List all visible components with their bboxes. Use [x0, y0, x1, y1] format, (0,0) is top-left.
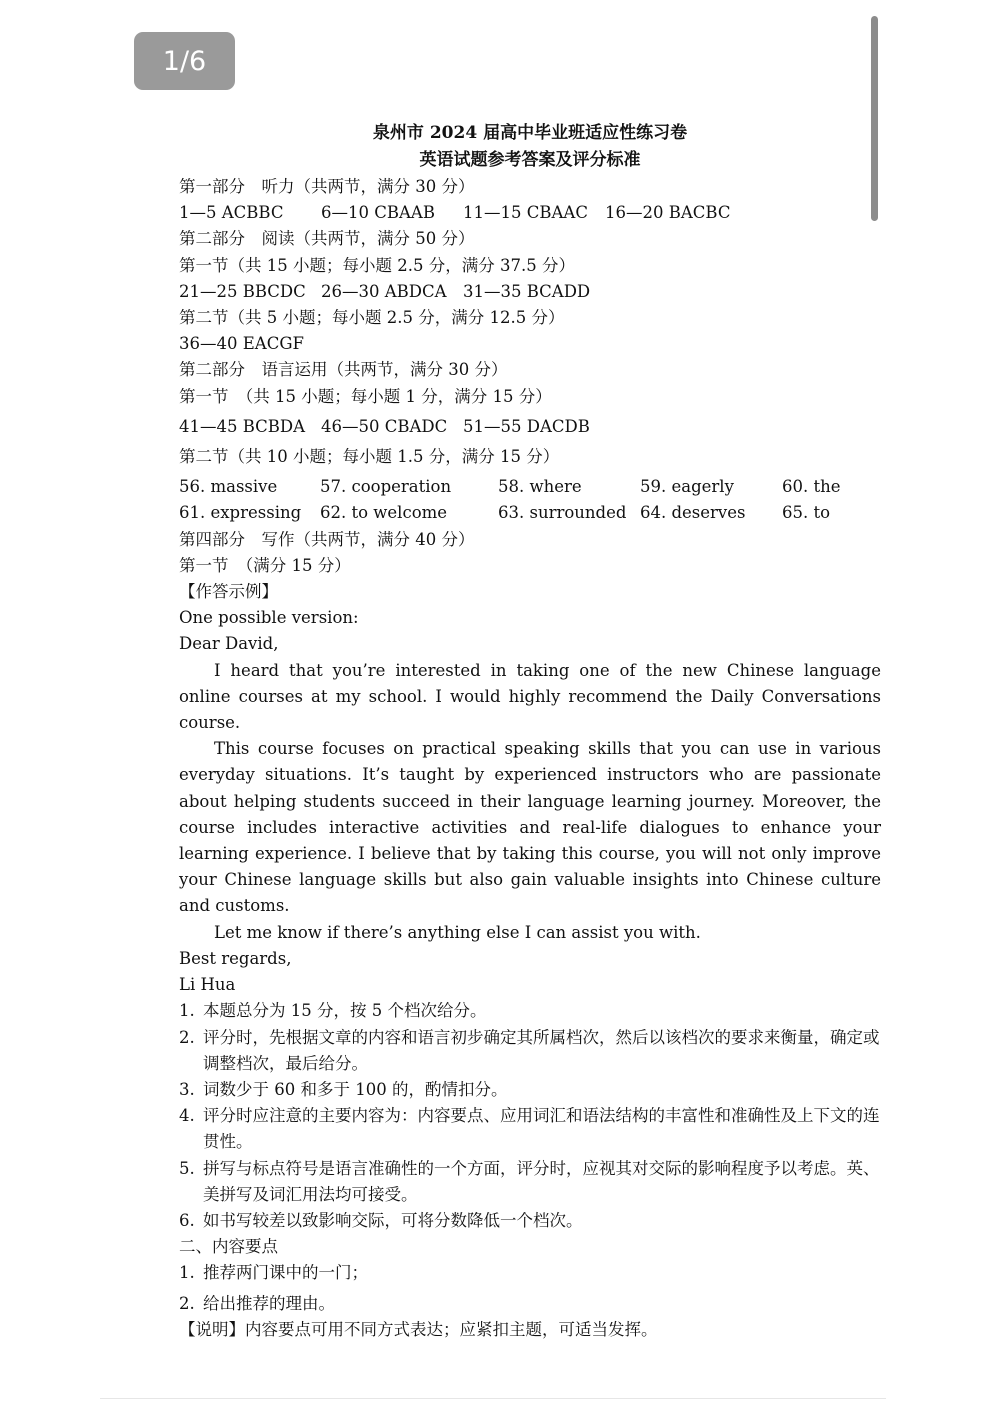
answer-item: 63. surrounded — [498, 503, 627, 523]
answer-item: 65. to — [782, 503, 831, 523]
point-text: 推荐两门课中的一门； — [203, 1263, 368, 1283]
criteria-number: 4. — [179, 1106, 195, 1126]
part2-sec2-answers: 36—40 EACGF — [179, 334, 304, 354]
part2-sec1-answers — [179, 279, 881, 305]
criteria-text: 评分时应注意的主要内容为：内容要点、应用词汇和语法结构的丰富性和准确性及上下文的连贯性。 — [203, 1106, 880, 1152]
answer-group: 51—55 DACDB — [463, 416, 590, 436]
answer-item: 60. the — [782, 477, 841, 497]
part3-sec1-answers — [179, 414, 881, 440]
part2-heading: 第二部分 阅读（共两节，满分 50 分） — [179, 229, 475, 249]
criteria-text: 拼写与标点符号是语言准确性的一个方面，评分时，应视其对交际的影响程度予以考虑。英、美拼写及词汇用法均可接受。 — [203, 1158, 880, 1204]
letter-paragraph-3: Let me know if there’s anything else I can assist you with. — [214, 922, 701, 942]
letter-closing: Best regards, — [179, 948, 292, 968]
criteria-item — [179, 1103, 881, 1155]
part3-heading: 第二部分 语言运用（共两节，满分 30 分） — [179, 360, 508, 380]
criteria-text: 本题总分为 15 分，按 5 个档次给分。 — [203, 1001, 487, 1021]
answer-group: 16—20 BACBC — [605, 203, 731, 223]
part1-answers — [179, 200, 881, 226]
answer-item: 62. to welcome — [320, 503, 448, 523]
answer-item: 61. expressing — [179, 503, 302, 523]
answer-item: 56. massive — [179, 477, 278, 497]
letter-paragraph-1: I heard that you’re interested in taking one of the new Chinese language online courses at my school. I would highly recommend the Daily Conversations course. — [179, 660, 881, 733]
part3-section2: 第二节（共 10 小题；每小题 1.5 分，满分 15 分） — [179, 447, 560, 467]
criteria-number: 2. — [179, 1027, 195, 1047]
note: 【说明】内容要点可用不同方式表达；应紧扣主题，可适当发挥。 — [179, 1319, 658, 1339]
part4-heading: 第四部分 写作（共两节，满分 40 分） — [179, 529, 475, 549]
sample-intro: One possible version: — [179, 608, 359, 628]
answer-item: 59. eagerly — [640, 477, 734, 497]
criteria-item — [179, 1077, 881, 1103]
doc-subtitle: 英语试题参考答案及评分标准 — [419, 150, 641, 170]
answer-group: 41—45 BCBDA — [179, 416, 306, 436]
part2-section1: 第一节（共 15 小题；每小题 2.5 分，满分 37.5 分） — [179, 255, 575, 275]
answer-group: 1—5 ACBBC — [179, 203, 284, 223]
sample-heading: 【作答示例】 — [179, 582, 278, 602]
letter-paragraph-2: This course focuses on practical speaking skills that you can use in various everyday situations. It’s taught by experienced instructors who are passionate about helping students succeed in their language learning journey. Moreover, the course includes interactive activities and real-life dialogues to enhance your learning experience. I believe that by taking this course, you will not only improve your Chinese language skills but also gain valuable insights into Chinese culture and customs. — [179, 739, 881, 916]
doc-title: 泉州市 2024 届高中毕业班适应性练习卷 — [372, 123, 688, 143]
answer-item: 57. cooperation — [320, 477, 452, 497]
part1-heading: 第一部分 听力（共两节，满分 30 分） — [179, 177, 475, 196]
part3-sec2-answers — [179, 474, 881, 526]
criteria-item — [179, 998, 881, 1024]
document-page — [179, 120, 881, 1343]
letter-signature: Li Hua — [179, 975, 236, 995]
answer-group: 46—50 CBADC — [321, 416, 448, 436]
answer-item: 58. where — [498, 477, 582, 497]
point-item — [179, 1260, 881, 1286]
part4-section1: 第一节 （满分 15 分） — [179, 555, 351, 575]
answer-group: 21—25 BBCDC — [179, 281, 306, 301]
answer-group: 6—10 CBAAB — [321, 203, 435, 223]
point-text: 给出推荐的理由。 — [203, 1293, 335, 1313]
answer-group: 11—15 CBAAC — [463, 203, 588, 223]
page-indicator: 1/6 — [134, 32, 235, 90]
criteria-text: 如书写较差以致影响交际，可将分数降低一个档次。 — [203, 1210, 583, 1230]
criteria-text: 词数少于 60 和多于 100 的，酌情扣分。 — [203, 1079, 508, 1099]
criteria-item — [179, 1025, 881, 1077]
criteria-number: 1. — [179, 1001, 195, 1021]
criteria-number: 3. — [179, 1079, 195, 1099]
part2-section2: 第二节（共 5 小题；每小题 2.5 分，满分 12.5 分） — [179, 308, 565, 328]
page-bottom-divider — [100, 1398, 886, 1399]
criteria-item — [179, 1156, 881, 1208]
point-number: 2. — [179, 1293, 195, 1313]
answer-item: 64. deserves — [640, 503, 746, 523]
letter-salutation: Dear David, — [179, 634, 279, 654]
criteria-text: 评分时，先根据文章的内容和语言初步确定其所属档次，然后以该档次的要求来衡量，确定或调整档次，最后给分。 — [203, 1027, 880, 1073]
part3-section1: 第一节 （共 15 小题；每小题 1 分，满分 15 分） — [179, 386, 552, 406]
answer-group: 31—35 BCADD — [463, 281, 591, 301]
answer-group: 26—30 ABDCA — [321, 281, 447, 301]
point-item — [179, 1291, 881, 1317]
point-number: 1. — [179, 1263, 195, 1283]
criteria-item — [179, 1208, 881, 1234]
criteria-number: 5. — [179, 1158, 195, 1178]
criteria-number: 6. — [179, 1210, 195, 1230]
points-heading: 二、内容要点 — [179, 1237, 278, 1257]
